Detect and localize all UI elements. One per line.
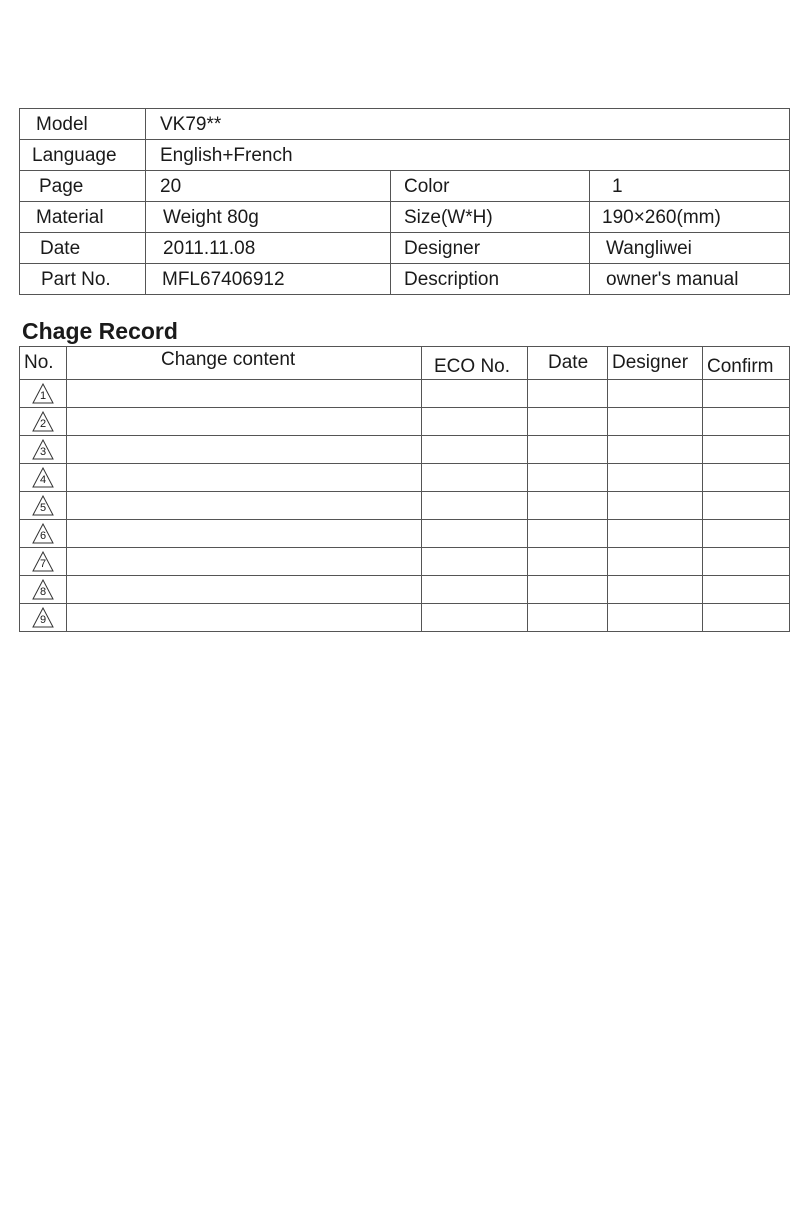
confirm-cell	[703, 576, 790, 604]
header-no: No.	[20, 347, 67, 380]
confirm-cell	[703, 604, 790, 632]
partno-label: Part No.	[20, 264, 146, 295]
designer-cell	[608, 520, 703, 548]
change-content-cell	[67, 380, 422, 408]
triangle-number-icon	[32, 607, 54, 628]
triangle-number-icon	[32, 411, 54, 432]
eco-no-cell	[422, 604, 528, 632]
change-record-title: Chage Record	[22, 318, 178, 344]
designer-value: Wangliwei	[590, 233, 790, 264]
language-value: English+French	[146, 140, 790, 171]
row-number: 2	[39, 418, 47, 430]
table-row	[20, 520, 790, 548]
change-content-cell	[67, 520, 422, 548]
spec-row-language	[20, 140, 790, 171]
partno-value: MFL67406912	[146, 264, 391, 295]
date-cell	[528, 520, 608, 548]
size-label: Size(W*H)	[391, 202, 590, 233]
spec-table	[19, 108, 790, 295]
table-row	[20, 492, 790, 520]
row-number-cell	[20, 408, 67, 436]
date-cell	[528, 408, 608, 436]
eco-no-cell	[422, 576, 528, 604]
header-designer: Designer	[608, 347, 703, 380]
eco-no-cell	[422, 492, 528, 520]
confirm-cell	[703, 464, 790, 492]
table-row	[20, 464, 790, 492]
row-number-cell	[20, 380, 67, 408]
color-value: 1	[590, 171, 790, 202]
date-cell	[528, 576, 608, 604]
table-row	[20, 436, 790, 464]
description-value: owner's manual	[590, 264, 790, 295]
change-content-cell	[67, 436, 422, 464]
date-cell	[528, 436, 608, 464]
row-number-cell	[20, 548, 67, 576]
row-number-cell	[20, 576, 67, 604]
change-content-cell	[67, 492, 422, 520]
date-cell	[528, 548, 608, 576]
header-eco-no: ECO No.	[422, 347, 528, 380]
eco-no-cell	[422, 464, 528, 492]
confirm-cell	[703, 492, 790, 520]
date-label: Date	[20, 233, 146, 264]
change-record-table	[19, 346, 790, 632]
change-content-cell	[67, 604, 422, 632]
row-number: 1	[39, 390, 47, 402]
confirm-cell	[703, 548, 790, 576]
change-content-cell	[67, 464, 422, 492]
change-content-cell	[67, 408, 422, 436]
table-row	[20, 576, 790, 604]
confirm-cell	[703, 380, 790, 408]
spec-row-page	[20, 171, 790, 202]
language-label: Language	[20, 140, 146, 171]
eco-no-cell	[422, 548, 528, 576]
triangle-number-icon	[32, 579, 54, 600]
page-label: Page	[20, 171, 146, 202]
designer-cell	[608, 408, 703, 436]
change-record-body	[20, 380, 790, 632]
triangle-number-icon	[32, 523, 54, 544]
confirm-cell	[703, 408, 790, 436]
row-number: 6	[39, 530, 47, 542]
row-number-cell	[20, 464, 67, 492]
confirm-cell	[703, 520, 790, 548]
row-number-cell	[20, 492, 67, 520]
header-confirm: Confirm	[703, 347, 790, 380]
row-number-cell	[20, 520, 67, 548]
change-record-header-row	[20, 347, 790, 380]
triangle-number-icon	[32, 495, 54, 516]
header-date: Date	[528, 347, 608, 380]
material-label: Material	[20, 202, 146, 233]
triangle-number-icon	[32, 439, 54, 460]
row-number: 9	[39, 614, 47, 626]
header-change-content: Change content	[67, 347, 422, 380]
designer-cell	[608, 604, 703, 632]
designer-cell	[608, 492, 703, 520]
spec-row-partno	[20, 264, 790, 295]
triangle-number-icon	[32, 551, 54, 572]
table-row	[20, 604, 790, 632]
spec-row-material	[20, 202, 790, 233]
eco-no-cell	[422, 380, 528, 408]
eco-no-cell	[422, 520, 528, 548]
designer-cell	[608, 548, 703, 576]
spec-row-model	[20, 109, 790, 140]
row-number: 7	[39, 558, 47, 570]
date-cell	[528, 492, 608, 520]
model-label: Model	[20, 109, 146, 140]
date-cell	[528, 464, 608, 492]
eco-no-cell	[422, 436, 528, 464]
designer-cell	[608, 464, 703, 492]
table-row	[20, 408, 790, 436]
row-number-cell	[20, 436, 67, 464]
change-content-cell	[67, 548, 422, 576]
row-number: 8	[39, 586, 47, 598]
change-content-cell	[67, 576, 422, 604]
model-value: VK79**	[146, 109, 790, 140]
row-number-cell	[20, 604, 67, 632]
row-number: 3	[39, 446, 47, 458]
eco-no-cell	[422, 408, 528, 436]
designer-label: Designer	[391, 233, 590, 264]
date-value: 2011.11.08	[146, 233, 391, 264]
date-cell	[528, 380, 608, 408]
description-label: Description	[391, 264, 590, 295]
table-row	[20, 380, 790, 408]
confirm-cell	[703, 436, 790, 464]
page-value: 20	[146, 171, 391, 202]
material-value: Weight 80g	[146, 202, 391, 233]
spec-row-date	[20, 233, 790, 264]
row-number: 5	[39, 502, 47, 514]
size-value: 190×260(mm)	[590, 202, 790, 233]
triangle-number-icon	[32, 383, 54, 404]
color-label: Color	[391, 171, 590, 202]
row-number: 4	[39, 474, 47, 486]
triangle-number-icon	[32, 467, 54, 488]
table-row	[20, 548, 790, 576]
designer-cell	[608, 380, 703, 408]
designer-cell	[608, 436, 703, 464]
designer-cell	[608, 576, 703, 604]
date-cell	[528, 604, 608, 632]
